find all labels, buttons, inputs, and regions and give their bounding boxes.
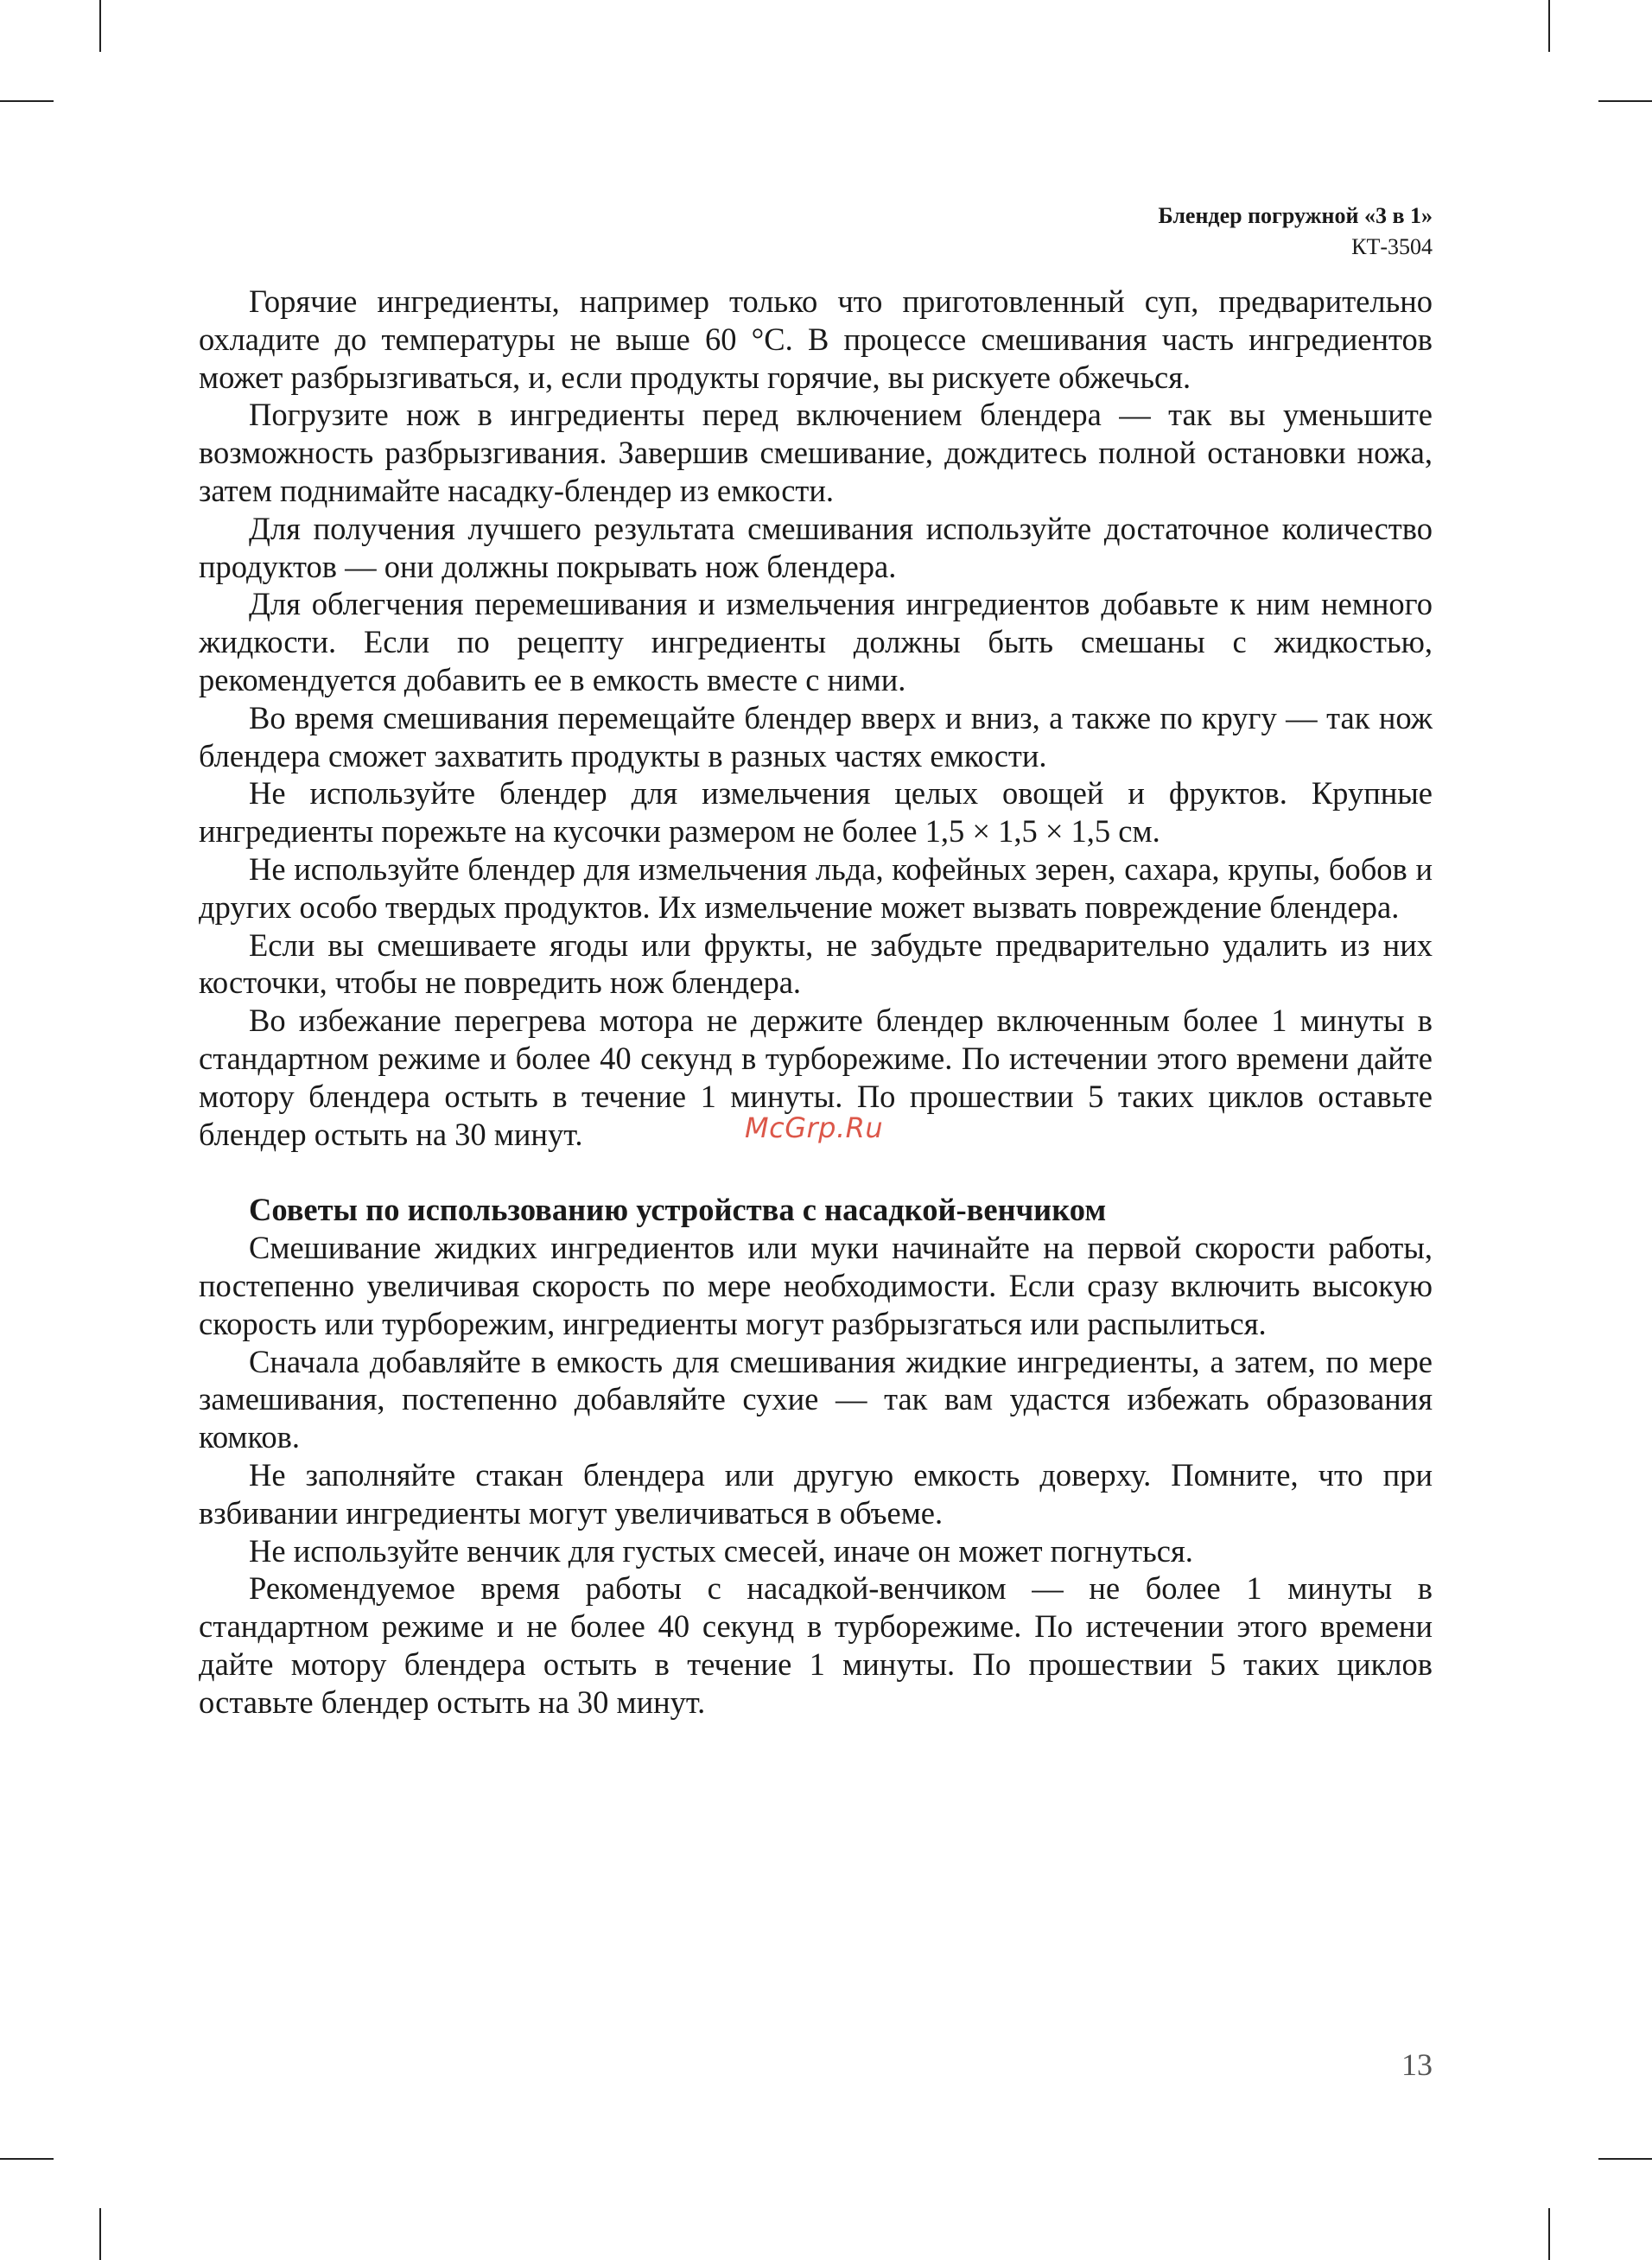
page-number: 13	[1401, 2047, 1433, 2082]
paragraph: Не используйте блендер для измельчения целых овощей и фруктов. Крупные ингредиенты порежьте на кусочки размером не более 1,5 × 1,5 × 1,5 см.	[199, 775, 1433, 850]
running-header	[1158, 201, 1433, 263]
paragraph: Во время смешивания перемещайте блендер вверх и вниз, а также по кругу — так нож блендера сможет захватить продукты в разных частях емкости.	[199, 699, 1433, 773]
paragraph: Не используйте венчик для густых смесей, иначе он может погнуться.	[249, 1532, 1193, 1569]
paragraph: Если вы смешиваете ягоды или фрукты, не забудьте предварительно удалить из них косточки, чтобы не повредить нож блендера.	[199, 926, 1433, 1001]
paragraph: Для облегчения перемешивания и измельчения ингредиентов добавьте к ним немного жидкости. Если по рецепту ингредиенты должны быть смешаны с жидкостью, рекомендуется добавить ее в емкость вместе с ними.	[199, 586, 1433, 697]
crop-mark-top-right-vertical	[1548, 0, 1550, 52]
paragraph: Для получения лучшего результата смешивания используйте достаточное количество продуктов — они должны покрывать нож блендера.	[199, 510, 1433, 584]
paragraph: Не используйте блендер для измельчения льда, кофейных зерен, сахара, крупы, бобов и других особо твердых продуктов. Их измельчение может вызвать повреждение блендера.	[199, 850, 1433, 925]
page-content	[199, 283, 1433, 1721]
crop-mark-bottom-right-vertical	[1548, 2208, 1550, 2260]
paragraph: Сначала добавляйте в емкость для смешивания жидкие ингредиенты, а затем, по мере замешивания, постепенно добавляйте сухие — так вам удастся избежать образования комков.	[199, 1343, 1433, 1455]
crop-mark-bottom-left-horizontal	[0, 2158, 54, 2160]
paragraph: Горячие ингредиенты, например только что приготовленный суп, предварительно охладите до температуры не выше 60 °С. В процессе смешивания часть ингредиентов может разбрызгиваться, и, если продукты горячие, вы рискуете обжечься.	[199, 283, 1433, 395]
crop-mark-top-left-vertical	[99, 0, 101, 52]
paragraph: Погрузите нож в ингредиенты перед включением блендера — так вы уменьшите возможность разбрызгивания. Завершив смешивание, дождитесь полной остановки ножа, затем поднимайте насадку-блендер из емкости.	[199, 397, 1433, 508]
crop-mark-top-right-horizontal	[1598, 100, 1652, 102]
crop-mark-bottom-right-horizontal	[1598, 2158, 1652, 2160]
paragraph: Рекомендуемое время работы с насадкой-венчиком — не более 1 минуты в стандартном режиме и не более 40 секунд в турборежиме. По истечении этого времени дайте мотору блендера остыть в течение 1 минуты. По прошествии 5 таких циклов оставьте блендер остыть на 30 минут.	[199, 1570, 1433, 1720]
paragraph: Смешивание жидких ингредиентов или муки начинайте на первой скорости работы, постепенно увеличивая скорость по мере необходимости. Если сразу включить высокую скорость или турборежим, ингредиенты могут разбрызгаться или распылиться.	[199, 1230, 1433, 1341]
crop-mark-bottom-left-vertical	[99, 2208, 101, 2260]
paragraph: Во избежание перегрева мотора не держите блендер включенным более 1 минуты в стандартном режиме и более 40 секунд в турборежиме. По истечении этого времени дайте мотору блендера остыть в течение 1 минуты. По прошествии 5 таких циклов оставьте блендер остыть на 30 минут.	[199, 1003, 1433, 1152]
header-model: КТ-3504	[1351, 234, 1433, 259]
watermark-link[interactable]: McGrp.Ru	[745, 1111, 884, 1144]
paragraph: Не заполняйте стакан блендера или другую емкость доверху. Помните, что при взбивании ингредиенты могут увеличиваться в объеме.	[199, 1456, 1433, 1531]
header-title: Блендер погружной «3 в 1»	[1158, 203, 1433, 228]
crop-mark-top-left-horizontal	[0, 100, 54, 102]
section-heading: Советы по использованию устройства с насадкой-венчиком	[249, 1192, 1107, 1228]
